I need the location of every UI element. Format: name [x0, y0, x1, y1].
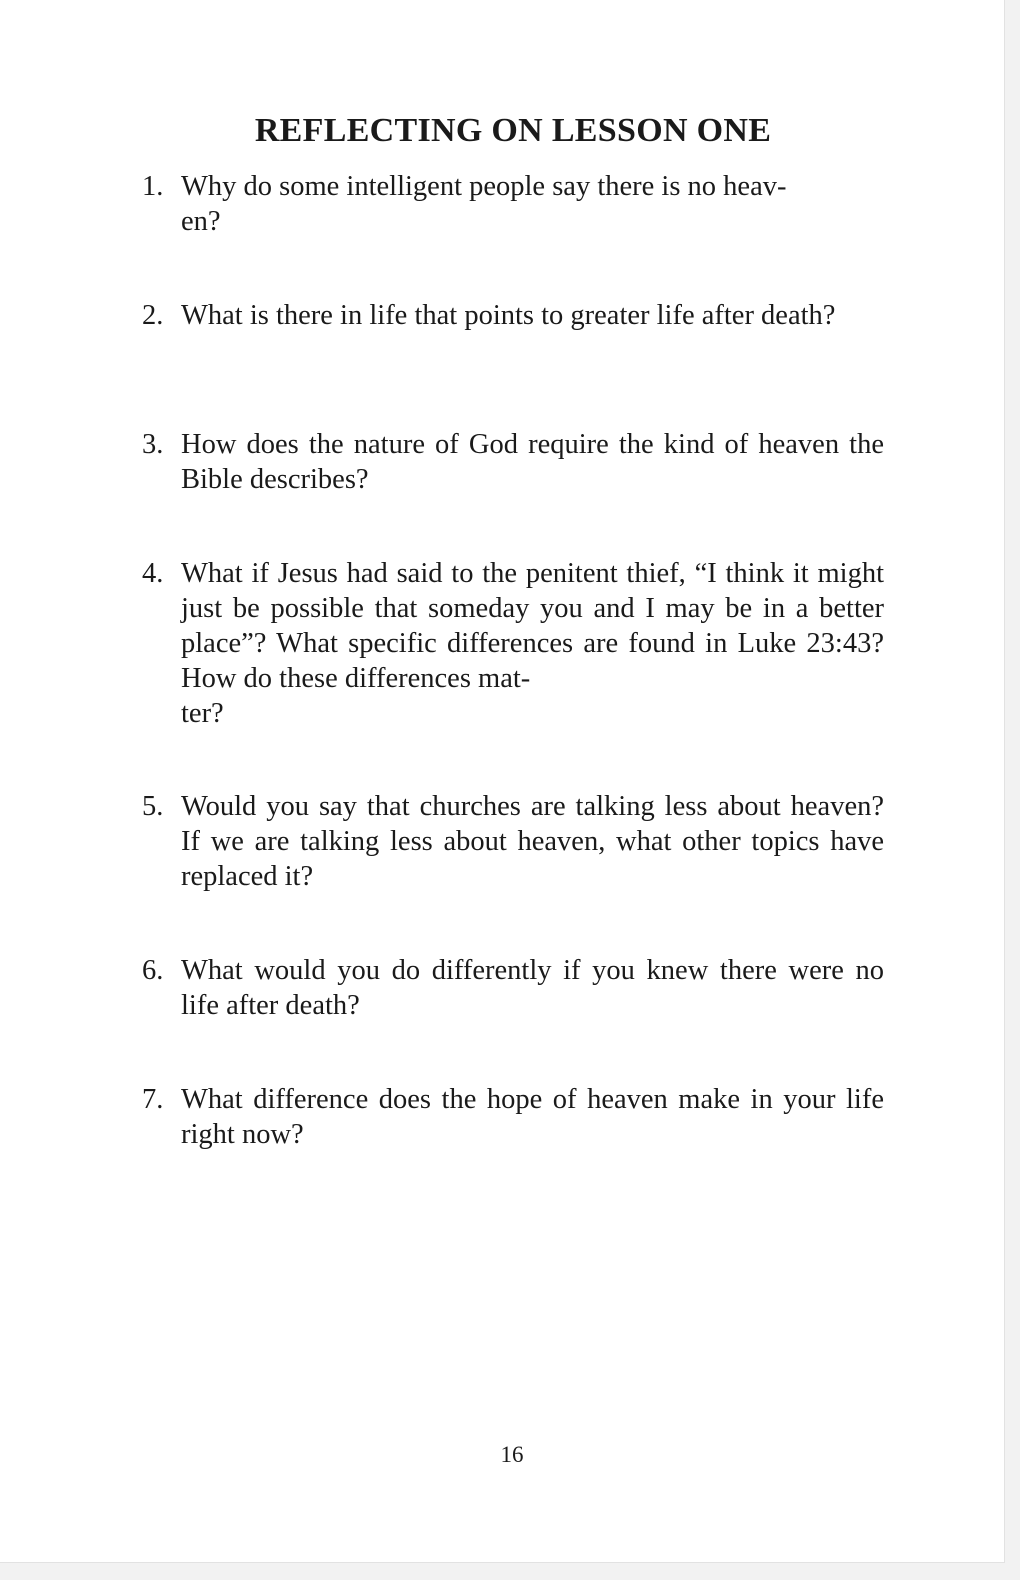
question-item-1 — [142, 169, 884, 239]
question-number: 6. — [142, 955, 164, 986]
question-item-4 — [142, 556, 884, 731]
question-text: What would you do differently if you knew there were no life after death? — [181, 955, 884, 1021]
question-text: Would you say that churches are talking less about heaven? If we are talking less about heaven, what other topics have replaced it? — [181, 791, 884, 892]
page-number: 16 — [500, 1442, 524, 1467]
question-item-7 — [142, 1082, 884, 1152]
question-item-2 — [142, 298, 884, 333]
question-number: 5. — [142, 791, 164, 822]
question-item-3 — [142, 427, 884, 497]
question-item-6 — [142, 953, 884, 1023]
question-number: 3. — [142, 429, 164, 460]
question-number: 2. — [142, 300, 164, 331]
question-number: 7. — [142, 1084, 164, 1115]
question-text: How does the nature of God require the kind of heaven the Bible describes? — [181, 429, 884, 495]
question-text: What if Jesus had said to the penitent thief, “I think it might just be possible that someday you and I may be in a better place”? What specific differences are found in Luke 23:43? How do these differences mat- ter? — [181, 558, 884, 729]
question-text: What difference does the hope of heaven make in your life right now? — [181, 1084, 884, 1150]
question-item-5 — [142, 789, 884, 894]
question-number: 4. — [142, 558, 164, 589]
page-title: REFLECTING ON LESSON ONE — [254, 112, 772, 149]
question-text: What is there in life that points to greater life after death? — [181, 300, 836, 331]
question-text: Why do some intelligent people say there is no heav- en? — [181, 171, 787, 237]
question-number: 1. — [142, 171, 164, 202]
